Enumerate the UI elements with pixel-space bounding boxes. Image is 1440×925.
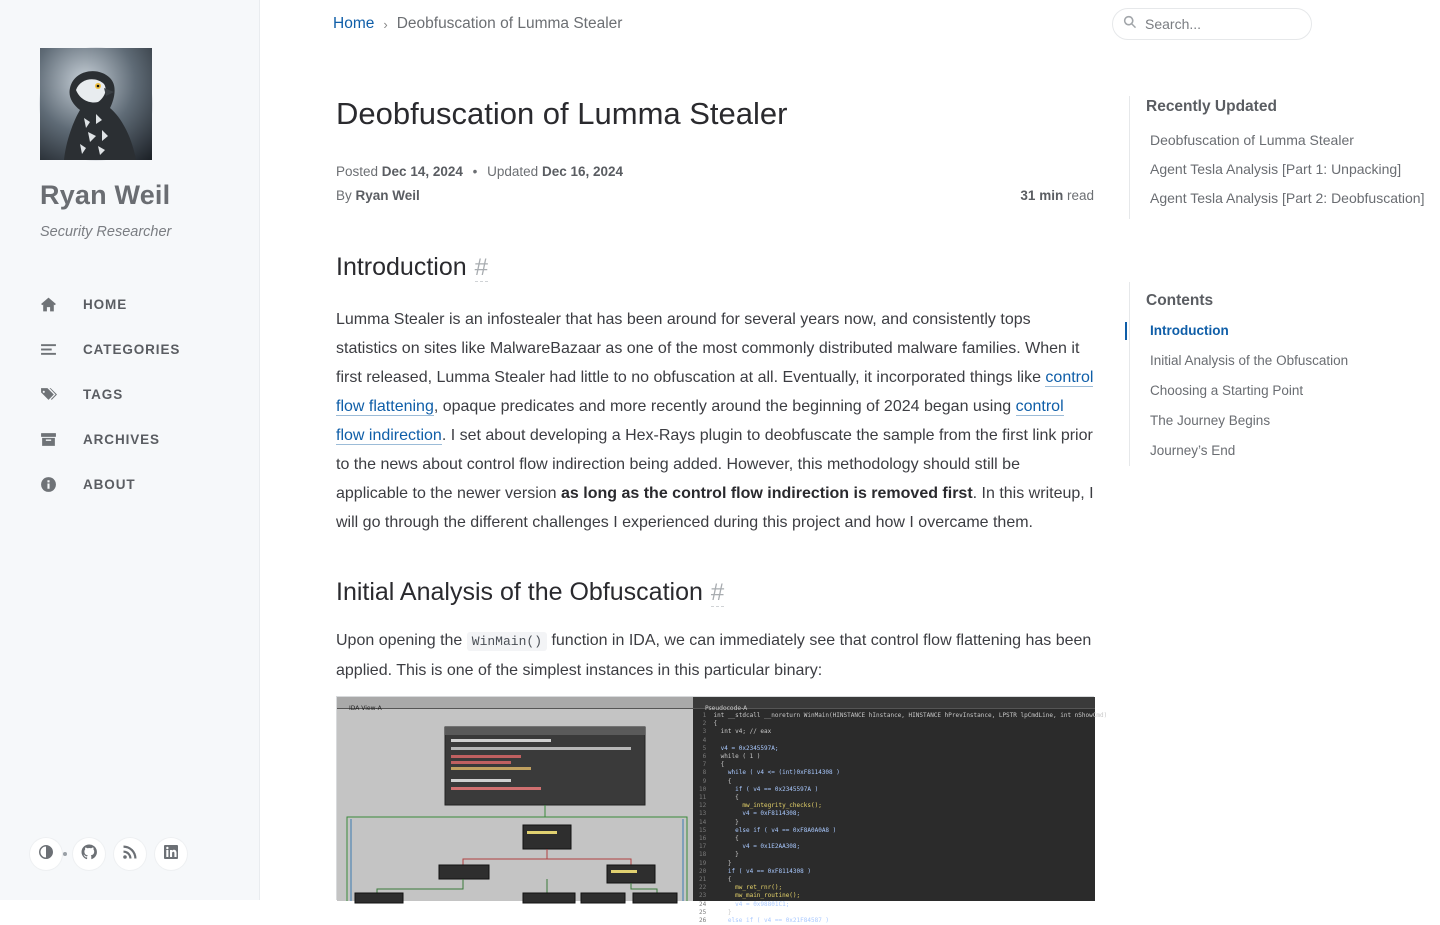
code-line-text: mw_main_routine();: [713, 892, 801, 900]
text-run: . In this writeup, I will go through the different challenges I experienced during this project and how I overcame them.: [336, 485, 1094, 531]
code-line-text: v4 = 0xF8114308;: [713, 810, 801, 818]
code-line-number: 4: [699, 736, 714, 744]
code-line-text: {: [713, 794, 739, 802]
rss-icon: [122, 844, 138, 865]
text-run: . I set about developing a Hex-Rays plugin to deobfuscate the sample from the first link prior to the news about control flow indirection being added. However, this methodology should still be applicable to the newer version: [336, 427, 1093, 502]
code-line: [699, 909, 1095, 917]
ida-screenshot-figure[interactable]: [336, 696, 1108, 925]
code-line-number: 16: [699, 835, 714, 843]
search-icon: [1123, 15, 1137, 34]
posted-date: Dec 14, 2024: [381, 164, 463, 179]
code-line-number: 11: [699, 794, 714, 802]
code-line: [699, 917, 1095, 925]
code-line-number: 17: [699, 843, 714, 851]
text-run: function in IDA, we can immediately see that control flow flattening has been applied. This is one of the simplest instances in this particular binary:: [336, 632, 1092, 679]
control-flow-indirection-link[interactable]: control flow indirection: [336, 398, 1064, 444]
sidebar-item-label: ARCHIVES: [83, 432, 160, 447]
code-line-text: while ( 1 ): [713, 753, 761, 761]
sidebar-item-home[interactable]: [40, 282, 240, 327]
code-line: [699, 876, 1095, 884]
code-line-text: mw_integrity_checks();: [713, 802, 822, 810]
read-time: 31 min: [1020, 188, 1064, 203]
contents-title: Contents: [1146, 292, 1214, 309]
code-line-number: 10: [699, 785, 714, 793]
code-line: [699, 737, 1095, 745]
updated-label: Updated: [487, 164, 539, 179]
sidebar-item-label: HOME: [83, 297, 128, 312]
sidebar-item-archives[interactable]: [40, 417, 240, 462]
toc-item-journey-begins[interactable]: The Journey Begins: [1150, 413, 1271, 428]
code-line-number: 15: [699, 826, 714, 834]
analysis-paragraph: [336, 626, 1094, 685]
ida-pseudocode-view: [693, 697, 1108, 925]
sidebar-item-about[interactable]: [40, 462, 240, 507]
code-line-text: {: [713, 720, 718, 728]
code-line: [699, 786, 1095, 794]
code-line: [699, 901, 1095, 909]
sidebar-nav: [40, 282, 240, 507]
code-line: [699, 819, 1095, 827]
archive-icon: [40, 431, 83, 448]
graph-view-tab-bar: [337, 697, 693, 712]
code-line-text: {: [713, 761, 725, 769]
post-meta: [336, 160, 1094, 208]
code-line-number: 6: [699, 753, 714, 761]
code-line-text: {: [713, 876, 732, 884]
code-line-text: }: [713, 908, 732, 916]
code-line-text: if ( v4 == 0xF8114308 ): [713, 867, 811, 875]
code-line: [699, 761, 1095, 769]
code-line-number: 25: [699, 908, 714, 916]
code-line: [699, 860, 1095, 868]
code-line-number: 5: [699, 744, 714, 752]
code-line-text: while ( v4 <= (int)0xF8114308 ): [713, 769, 840, 777]
post-author[interactable]: Ryan Weil: [355, 188, 420, 203]
recently-updated-title: Recently Updated: [1146, 98, 1277, 115]
github-icon: [81, 844, 97, 865]
code-line-text: v4 = 0x2345597A;: [713, 744, 779, 752]
code-line-number: 24: [699, 900, 714, 908]
code-line-number: 26: [699, 917, 714, 925]
sidebar-bottom: [30, 838, 196, 870]
avatar[interactable]: [40, 48, 152, 160]
intro-paragraph: [336, 305, 1094, 537]
code-line-text: {: [713, 835, 739, 843]
heading-anchor-link[interactable]: #: [710, 579, 725, 606]
site-subtitle: Security Researcher: [40, 224, 172, 240]
search-box[interactable]: [1112, 8, 1312, 40]
section-heading-text: Initial Analysis of the Obfuscation: [336, 578, 703, 606]
site-title[interactable]: Ryan Weil: [40, 180, 171, 210]
code-line: [699, 778, 1095, 786]
recent-post-link[interactable]: Agent Tesla Analysis [Part 2: Deobfuscation]: [1150, 190, 1425, 206]
code-line-number: 8: [699, 769, 714, 777]
sidebar-item-label: CATEGORIES: [83, 342, 181, 357]
control-flow-flattening-link[interactable]: control flow flattening: [336, 369, 1094, 415]
code-line: [699, 728, 1095, 736]
linkedin-button[interactable]: [155, 838, 187, 870]
code-line: [699, 753, 1095, 761]
pseudocode-tab: Pseudocode-A: [705, 705, 748, 712]
theme-toggle-icon: [38, 844, 54, 865]
code-line: [699, 884, 1095, 892]
code-line: [699, 769, 1095, 777]
right-panel: [1129, 96, 1425, 458]
pseudocode-text: [693, 709, 1108, 925]
code-line: [699, 720, 1095, 728]
code-line-text: {: [713, 777, 732, 785]
github-button[interactable]: [73, 838, 105, 870]
code-line-text: int v4; // eax: [713, 728, 772, 736]
code-line: [699, 843, 1095, 851]
by-label: By: [336, 188, 352, 203]
code-line-text: }: [713, 859, 732, 867]
code-line-number: 22: [699, 884, 714, 892]
section-heading-text: Introduction: [336, 253, 467, 281]
code-line-number: 9: [699, 777, 714, 785]
inline-code: WinMain(): [467, 632, 547, 651]
code-line-text: if ( v4 == 0x2345597A ): [713, 785, 819, 793]
code-line: [699, 892, 1095, 900]
sidebar: [0, 0, 260, 900]
code-line-text: else if ( v4 == 0x21F84587 ): [713, 917, 830, 925]
read-label: read: [1066, 188, 1094, 203]
control-flow-graph: [337, 709, 693, 901]
meta-separator: •: [472, 164, 478, 179]
sidebar-item-label: ABOUT: [83, 477, 136, 492]
code-line: [699, 794, 1095, 802]
code-line: [699, 827, 1095, 835]
code-line-text: mw_ret_rnr();: [713, 884, 783, 892]
recent-post-link[interactable]: Deobfuscation of Lumma Stealer: [1150, 132, 1354, 148]
code-line-number: 13: [699, 810, 714, 818]
search-input[interactable]: [1145, 16, 1295, 32]
section-heading-initial-analysis: [336, 575, 1094, 610]
article: [336, 90, 1094, 685]
toc-item-starting-point[interactable]: Choosing a Starting Point: [1150, 383, 1304, 398]
text-run: Upon opening the: [336, 632, 467, 649]
toc-item-introduction[interactable]: Introduction: [1146, 316, 1348, 346]
rss-button[interactable]: [114, 838, 146, 870]
code-line-text: }: [713, 851, 739, 859]
posted-label: Posted: [336, 164, 379, 179]
post-title: Deobfuscation of Lumma Stealer: [336, 96, 788, 131]
toc-item-journeys-end[interactable]: Journey’s End: [1150, 443, 1236, 458]
table-of-contents: [1129, 282, 1348, 466]
code-line-number: 12: [699, 802, 714, 810]
graph-view-tab: IDA View-A: [349, 705, 382, 712]
linkedin-icon: [163, 844, 179, 865]
breadcrumb-home-link[interactable]: Home: [333, 15, 375, 32]
code-line-number: 21: [699, 876, 714, 884]
ida-graph-view: [337, 697, 693, 901]
code-line: [699, 851, 1095, 859]
tags-icon: [40, 386, 83, 403]
code-line: [699, 835, 1095, 843]
code-line-text: v4 = 0x98801C1;: [713, 900, 790, 908]
recent-post-link[interactable]: Agent Tesla Analysis [Part 1: Unpacking]: [1150, 161, 1402, 177]
updated-date: Dec 16, 2024: [541, 164, 624, 179]
separator-dot: [63, 852, 67, 856]
code-line: [699, 712, 1108, 720]
code-line-number: 19: [699, 859, 714, 867]
code-line-number: 18: [699, 851, 714, 859]
heading-anchor-link[interactable]: #: [474, 254, 488, 281]
breadcrumb-current: Deobfuscation of Lumma Stealer: [396, 15, 623, 32]
text-run: , opaque predicates and more recently around the beginning of 2024 began using: [433, 398, 1016, 415]
code-line-number: 14: [699, 818, 714, 826]
text-run: Lumma Stealer is an infostealer that has been around for several years now, and consistently tops statistics on sites like MalwareBazaar as one of the most commonly distributed malware families. When it first released, Lumma Stealer had little to no obfuscation at all. Eventually, it incorporated things like: [336, 311, 1080, 386]
code-line-text: }: [713, 818, 739, 826]
section-heading-introduction: [336, 250, 1094, 285]
breadcrumb: [333, 15, 622, 33]
theme-toggle-button[interactable]: [30, 838, 62, 870]
pseudocode-tab-bar: [693, 697, 1095, 712]
avatar-hawk-image: [40, 48, 152, 160]
stream-icon: [40, 341, 83, 358]
code-line-number: 1: [699, 712, 714, 719]
sidebar-item-categories[interactable]: [40, 327, 240, 372]
code-line: [699, 802, 1095, 810]
info-circle-icon: [40, 476, 83, 493]
home-icon: [40, 296, 83, 313]
code-line-text: else if ( v4 == 0xF8A0A0A8 ): [713, 826, 837, 834]
code-line-text: int __stdcall __noreturn WinMain(HINSTANCE hInstance, HINSTANCE hPrevInstance, LPSTR lpCmdLine, int nShowCmd): [713, 712, 1108, 719]
topbar: [260, 0, 1440, 48]
code-line: [699, 745, 1095, 753]
code-line: [699, 810, 1095, 818]
code-line-number: 20: [699, 867, 714, 875]
code-line-number: 7: [699, 761, 714, 769]
recently-updated: [1129, 96, 1425, 219]
toc-item-initial-analysis[interactable]: Initial Analysis of the Obfuscation: [1150, 353, 1349, 368]
code-line-number: 2: [699, 720, 714, 728]
code-line-number: 23: [699, 892, 714, 900]
chevron-right-icon: ›: [383, 16, 388, 32]
sidebar-item-tags[interactable]: [40, 372, 240, 417]
code-line-number: 3: [699, 728, 714, 736]
bold-text: as long as the control flow indirection is removed first: [561, 485, 973, 502]
sidebar-item-label: TAGS: [83, 387, 124, 402]
code-line-text: v4 = 0x1E2AA308;: [713, 843, 801, 851]
code-line: [699, 868, 1095, 876]
